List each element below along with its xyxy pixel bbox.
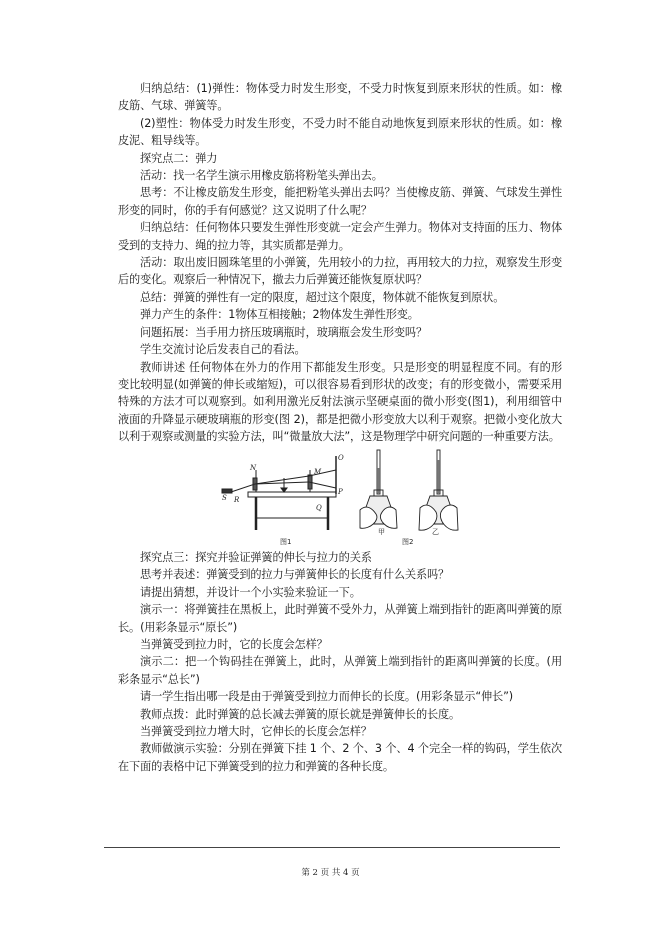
section-heading: 探究点三：探究并验证弹簧的伸长与拉力的关系 xyxy=(140,551,372,564)
label-q: Q xyxy=(316,504,322,512)
force-arrow-head xyxy=(281,488,287,492)
label-r: R xyxy=(234,496,240,504)
paragraph: 总结：弹簧的弹性有一定的限度，超过这个限度，物体就不能恢复到原状。 xyxy=(140,290,505,304)
label-jia: 甲 xyxy=(378,528,385,536)
paragraph: 请一学生指出哪一段是由于弹簧受到拉力而伸长的长度。(用彩条显示“伸长”) xyxy=(140,690,513,704)
label-yi: 乙 xyxy=(432,528,439,536)
figure-2-bottles xyxy=(360,450,458,530)
body-text-top xyxy=(118,80,562,448)
laser-pointer xyxy=(222,489,232,493)
paragraph: 归纳总结：(1)弹性：物体受力时发生形变，不受力时恢复到原来形状的性质。如：橡皮筋、气球、弹簧等。 xyxy=(118,82,562,113)
paragraph: 学生交流讨论后发表自己的看法。 xyxy=(140,343,306,357)
paragraph: 问题拓展：当手用力挤压玻璃瓶时，玻璃瓶会发生形变吗？ xyxy=(140,325,427,339)
paragraph: 当弹簧受到拉力时，它的长度会怎样？ xyxy=(140,638,328,652)
figure-1-caption: 图1 xyxy=(280,538,292,546)
hand-yi-right xyxy=(440,505,458,530)
paragraph: 演示二：把一个钩码挂在弹簧上，此时，从弹簧上端到指针的距离叫弹簧的长度。(用彩条显示“总长”) xyxy=(118,655,562,686)
label-n: N xyxy=(250,464,257,472)
table-top xyxy=(248,492,336,497)
laser-ray xyxy=(309,482,336,488)
paragraph: 思考并表述：弹簧受到的拉力与弹簧伸长的长度有什么关系吗？ xyxy=(140,568,450,582)
body-text-bottom xyxy=(118,549,562,775)
paragraph: 当弹簧受到拉力增大时，它伸长的长度会怎样？ xyxy=(140,725,372,739)
paragraph: 教师讲述 任何物体在外力的作用下都能发生形变。只是形变的明显程度不同。有的形变比较明显(如弹簧的伸长或缩短)，可以很容易看到形状的改变；有的形变微小，需要采用特殊的方法才可以观察到。如利用激光反射法演示坚硬桌面的微小形变(图1)，利用细管中液面的升降显示硬玻璃瓶的形变(图 2)，都是把微小形变放大以利于观察。把微小变化放大以利于观察或测量的实验方法，叫“微量放大法”，这是物理学中研究问题的一种重要方法。 xyxy=(118,360,562,444)
paragraph: 活动：找一名学生演示用橡皮筋将粉笔头弹出去。 xyxy=(140,169,383,183)
paragraph: 教师点拨：此时弹簧的总长减去弹簧的原长就是弹簧伸长的长度。 xyxy=(140,707,461,721)
label-s: S xyxy=(222,494,227,502)
paragraph: (2)塑性：物体受力时发生形变，不受力时不能自动地恢复到原来形状的性质。如：橡皮泥、粗导线等。 xyxy=(118,116,562,148)
label-m: M xyxy=(314,468,322,476)
paragraph: 弹力产生的条件：1物体互相接触；2物体发生弹性形变。 xyxy=(140,308,419,322)
label-o: O xyxy=(338,454,344,462)
paragraph: 思考：不让橡皮筋发生形变，能把粉笔头弹出去吗？当使橡皮筋、弹簧、气球发生弹性形变的同时，你的手有何感觉？这又说明了什么呢？ xyxy=(118,186,562,217)
section-heading: 探究点二：弹力 xyxy=(140,151,218,165)
paragraph: 演示一：将弹簧挂在黑板上，此时弹簧不受外力，从弹簧上端到指针的距离叫弹簧的原长。(用彩条显示“原长”) xyxy=(118,603,562,634)
label-p: P xyxy=(338,488,343,496)
figure-2-caption: 图2 xyxy=(402,538,414,546)
paragraph: 教师做演示实验：分别在弹簧下挂 1 个、2 个、3 个、4 个完全一样的钩码，学生依次在下面的表格中记下弹簧受到的拉力和弹簧的各种长度。 xyxy=(118,742,562,773)
page-number: 第 2 页 共 4 页 xyxy=(301,868,360,878)
experiment-figure xyxy=(220,448,472,548)
footer-divider xyxy=(104,847,560,848)
paragraph: 活动：取出废旧圆珠笔里的小弹簧，先用较小的力拉，再用较大的力拉，观察发生形变后的变化。观察后一种情况下，撤去力后弹簧还能恢复原状吗？ xyxy=(118,256,562,287)
paragraph: 请提出猜想，并设计一个小实验来验证一下。 xyxy=(140,585,361,599)
paragraph: 归纳总结：任何物体只要发生弹性形变就一定会产生弹力。物体对支持面的压力、物体受到的支持力、绳的拉力等，其实质都是弹力。 xyxy=(118,221,562,252)
